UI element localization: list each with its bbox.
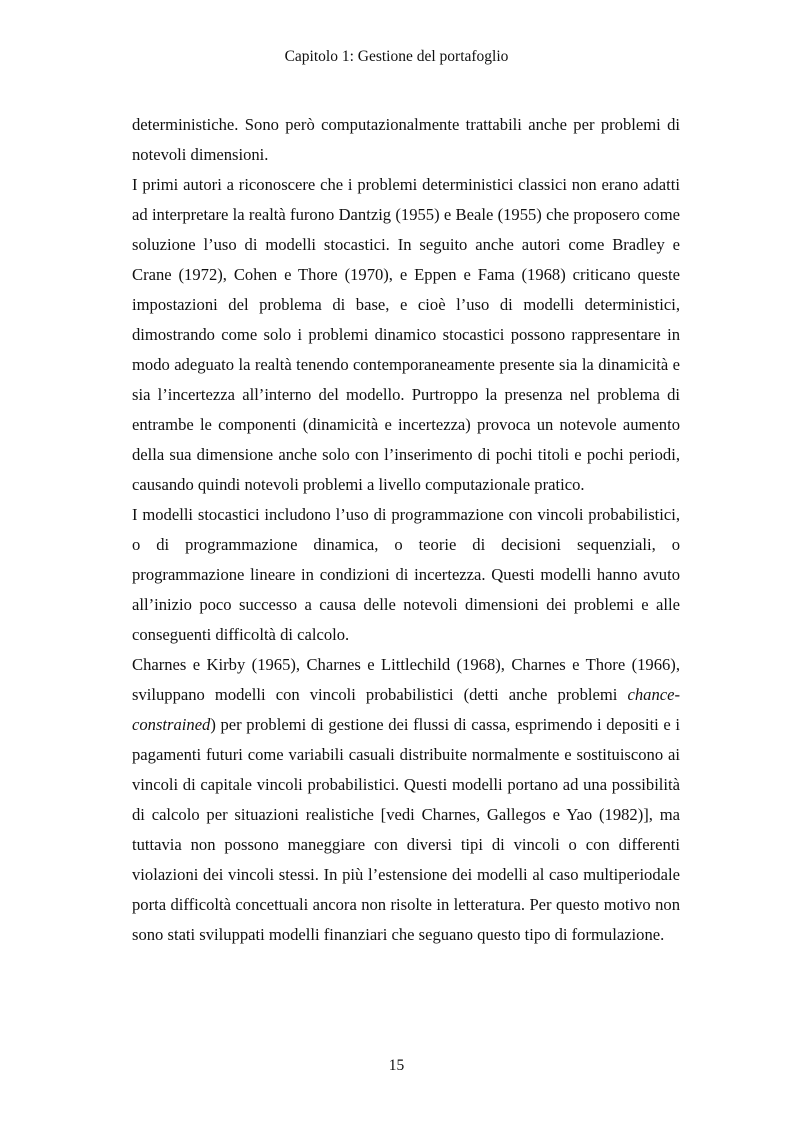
- main-text-body: [132, 110, 680, 950]
- paragraph-text-after-italic: ) per problemi di gestione dei flussi di cassa, esprimendo i depositi e i pagamenti futuri come variabili casuali distribuite normalmente e sostituiscono ai vincoli di capitale vincoli probabilistici. Questi modelli portano ad una possibilità di calcolo per situazioni realistiche [vedi Charnes, Gallegos e Yao (1982)], ma tuttavia non possono maneggiare con diversi tipi di vincoli o con differenti violazioni dei vincoli stessi. In più l’estensione dei modelli al caso multiperiodale porta difficoltà concettuali ancora non risolte in letteratura. Per questo motivo non sono stati sviluppati modelli finanziari che seguano questo tipo di formulazione.: [132, 715, 680, 944]
- italic-term-chance-constrained: chance-constrained: [132, 685, 680, 734]
- paragraph-stochastic-models: I modelli stocastici includono l’uso di programmazione con vincoli probabilistici, o di programmazione dinamica, o teorie di decisioni sequenziali, o programmazione lineare in condizioni di incertezza. Questi modelli hanno avuto all’inizio poco successo a causa delle notevoli dimensioni dei problemi e alle conseguenti difficoltà di calcolo.: [132, 505, 680, 644]
- paragraph-text-before-italic: Charnes e Kirby (1965), Charnes e Littlechild (1968), Charnes e Thore (1966), sviluppano modelli con vincoli probabilistici (detti anche problemi: [132, 655, 680, 704]
- page-number: 15: [388, 1057, 405, 1074]
- running-header-title: Capitolo 1: Gestione del portafoglio: [284, 48, 509, 65]
- paragraph-early-authors: I primi autori a riconoscere che i problemi deterministici classici non erano adatti ad interpretare la realtà furono Dantzig (1955) e Beale (1955) che proposero come soluzione l’uso di modelli stocastici. In seguito anche autori come Bradley e Crane (1972), Cohen e Thore (1970), e Eppen e Fama (1968) criticano queste impostazioni del problema di base, e cioè l’uso di modelli deterministici, dimostrando come solo i problemi dinamico stocastici possono rappresentare in modo adeguato la realtà tenendo contemporaneamente presente sia la dinamicità e sia l’incertezza all’interno del modello. Purtroppo la presenza nel problema di entrambe le componenti (dinamicità e incertezza) provoca un notevole aumento della sua dimensione anche solo con l’inserimento di pochi titoli e pochi periodi, causando quindi notevoli problemi a livello computazionale pratico.: [132, 175, 680, 494]
- paragraph-continuation: deterministiche. Sono però computazionalmente trattabili anche per problemi di notevoli dimensioni.: [132, 115, 680, 164]
- paragraph-chance-constrained: [132, 650, 680, 950]
